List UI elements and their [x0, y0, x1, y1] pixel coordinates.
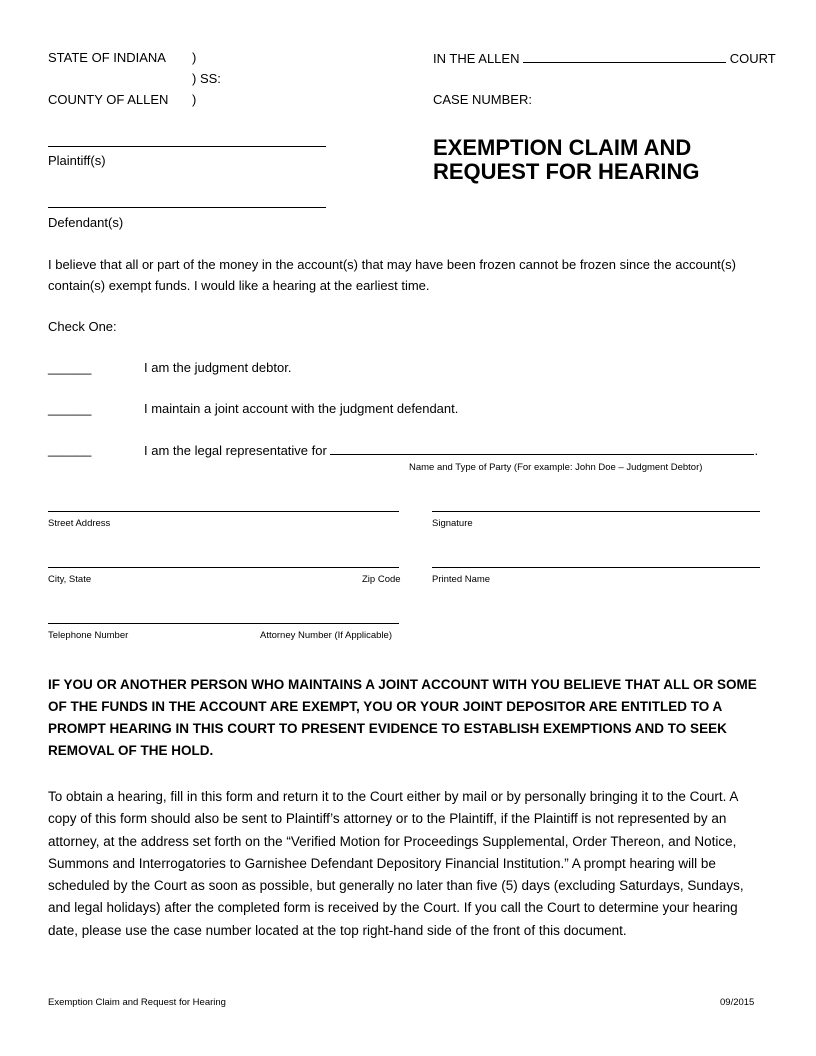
option-joint-account: I maintain a joint account with the judgment defendant.: [144, 401, 459, 416]
option-legal-representative: [144, 442, 758, 459]
court-suffix: COURT: [729, 51, 776, 66]
street-address-field[interactable]: [48, 511, 399, 512]
printed-name-label: Printed Name: [432, 574, 491, 585]
case-number-label: CASE NUMBER:: [433, 92, 532, 107]
footer-form-name: Exemption Claim and Request for Hearing: [48, 997, 226, 1008]
signature-field[interactable]: [432, 511, 760, 512]
option-text: I am the legal representative for: [144, 443, 327, 458]
representative-hint: Name and Type of Party (For example: John Doe – Judgment Debtor): [409, 462, 703, 473]
option-blank[interactable]: ______: [48, 360, 92, 375]
ss-label: ) SS:: [192, 71, 221, 86]
court-name-field[interactable]: [523, 50, 726, 63]
street-address-label: Street Address: [48, 518, 111, 529]
city-state-label: City, State: [48, 574, 92, 585]
defendant-label: Defendant(s): [48, 215, 124, 230]
plaintiff-label: Plaintiff(s): [48, 153, 106, 168]
exemption-notice: IF YOU OR ANOTHER PERSON WHO MAINTAINS A JOINT ACCOUNT WITH YOU BELIEVE THAT ALL OR SOME OF THE FUNDS IN THE ACCOUNT ARE EXEMPT, YOU OR YOUR JOINT DEPOSITOR ARE ENTITLED TO A PROMPT HEARING IN THIS COURT TO PRESENT EVIDENCE TO ESTABLISH EXEMPTIONS AND TO SEEK REMOVAL OF THE HOLD.: [48, 677, 757, 758]
caption-paren: ): [192, 92, 197, 107]
telephone-attorney-field[interactable]: [48, 623, 399, 624]
attorney-number-label: Attorney Number (If Applicable): [260, 630, 393, 641]
option-end: .: [754, 443, 759, 458]
check-one-label: Check One:: [48, 319, 117, 334]
plaintiff-field[interactable]: [48, 146, 326, 147]
signature-label: Signature: [432, 518, 473, 529]
printed-name-field[interactable]: [432, 567, 760, 568]
court-prefix: IN THE ALLEN: [433, 51, 520, 66]
state-label: STATE OF INDIANA: [48, 50, 166, 65]
intro-statement: I believe that all or part of the money in the account(s) that may have been frozen cannot be frozen since the account(s) contain(s) exempt funds. I would like a hearing at the earliest time.: [48, 257, 736, 293]
option-judgment-debtor: I am the judgment debtor.: [144, 360, 292, 375]
footer-revision-date: 09/2015: [720, 997, 755, 1008]
zip-code-label: Zip Code: [362, 574, 401, 585]
form-title-line1: EXEMPTION CLAIM AND: [433, 135, 692, 160]
county-label: COUNTY OF ALLEN: [48, 92, 169, 107]
telephone-label: Telephone Number: [48, 630, 129, 641]
court-line: [433, 50, 776, 67]
option-blank[interactable]: ______: [48, 401, 92, 416]
option-blank[interactable]: ______: [48, 442, 92, 457]
city-state-zip-field[interactable]: [48, 567, 399, 568]
form-title-line2: REQUEST FOR HEARING: [433, 159, 700, 184]
hearing-instructions: To obtain a hearing, fill in this form and return it to the Court either by mail or by personally bringing it to the Court. A copy of this form should also be sent to Plaintiff’s attorney or to the Plaintiff, if the Plaintiff is not represented by an attorney, at the address set forth on the “Verified Motion for Proceedings Supplemental, Order Thereon, and Notice, Summons and Interrogatories to Garnishee Defendant Depository Financial Institution.” A prompt hearing will be scheduled by the Court as soon as possible, but generally no later than five (5) days (excluding Saturdays, Sundays, and legal holidays) after the completed form is received by the Court. If you call the Court to determine your hearing date, please use the case number located at the top right-hand side of the front of this document.: [48, 789, 744, 938]
representative-name-field[interactable]: [330, 442, 754, 455]
defendant-field[interactable]: [48, 207, 326, 208]
caption-paren: ): [192, 50, 197, 65]
